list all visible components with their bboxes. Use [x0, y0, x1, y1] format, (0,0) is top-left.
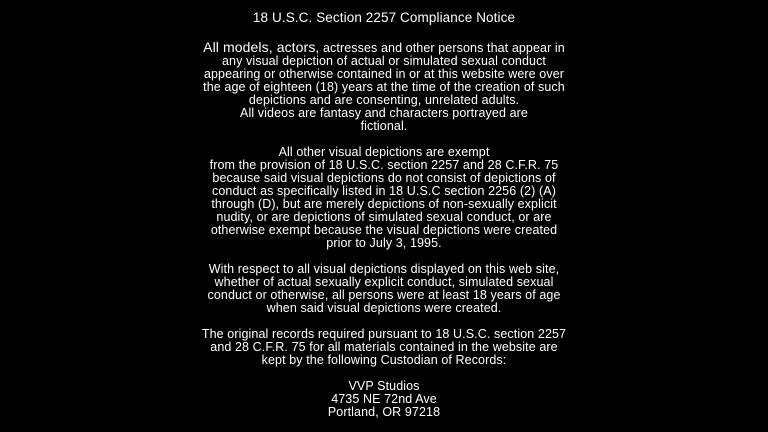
- notice-line: kept by the following Custodian of Records:: [261, 353, 507, 367]
- notice-line: the age of eighteen (18) years at the time of the creation of such: [203, 80, 565, 94]
- custodian-name: VVP Studios: [348, 379, 420, 393]
- notice-line: prior to July 3, 1995.: [326, 236, 442, 250]
- notice-paragraph-age-statement: [104, 263, 664, 315]
- notice-line: The original records required pursuant to 18 U.S.C. section 2257: [201, 327, 567, 341]
- notice-line: All videos are fantasy and characters portrayed are: [240, 106, 528, 120]
- notice-line: appearing or otherwise contained in or at this website were over: [203, 67, 565, 81]
- notice-line: and 28 C.F.R. 75 for all materials contained in the website are: [210, 340, 558, 354]
- notice-line: whether of actual sexually explicit conduct, simulated sexual: [214, 275, 554, 289]
- notice-line-lead: All models, actors,: [203, 39, 320, 55]
- notice-line: conduct or otherwise, all persons were at least 18 years of age: [207, 288, 561, 302]
- notice-line: otherwise exempt because the visual depictions were created: [210, 223, 558, 237]
- notice-line: With respect to all visual depictions displayed on this web site,: [208, 262, 560, 276]
- notice-line: because said visual depictions do not consist of depictions of: [212, 171, 556, 185]
- notice-line: from the provision of 18 U.S.C. section 2257 and 28 C.F.R. 75: [209, 158, 559, 172]
- compliance-notice: [104, 11, 664, 419]
- notice-line: conduct as specifically listed in 18 U.S.C section 2256 (2) (A): [212, 184, 556, 198]
- notice-line: All other visual depictions are exempt: [278, 145, 490, 159]
- notice-line: nudity, or are depictions of simulated sexual conduct, or are: [216, 210, 552, 224]
- custodian-address-street: 4735 NE 72nd Ave: [331, 392, 437, 406]
- notice-paragraph-records: [104, 328, 664, 367]
- notice-line: through (D), but are merely depictions of non-sexually explicit: [211, 197, 557, 211]
- notice-line: fictional.: [360, 119, 408, 133]
- notice-paragraph-exemptions: [104, 146, 664, 250]
- notice-line-rest: actresses and other persons that appear in: [319, 41, 565, 55]
- custodian-address-city: Portland, OR 97218: [327, 405, 441, 419]
- notice-paragraph-models: [104, 41, 664, 133]
- notice-line: when said visual depictions were created.: [266, 301, 502, 315]
- notice-line: depictions and are consenting, unrelated adults.: [248, 93, 520, 107]
- notice-line: [104, 41, 664, 55]
- notice-title: 18 U.S.C. Section 2257 Compliance Notice: [252, 10, 516, 25]
- custodian-of-records: [104, 380, 664, 419]
- notice-line: any visual depiction of actual or simulated sexual conduct: [221, 54, 547, 68]
- notice-paragraph-models-lines: [104, 55, 664, 133]
